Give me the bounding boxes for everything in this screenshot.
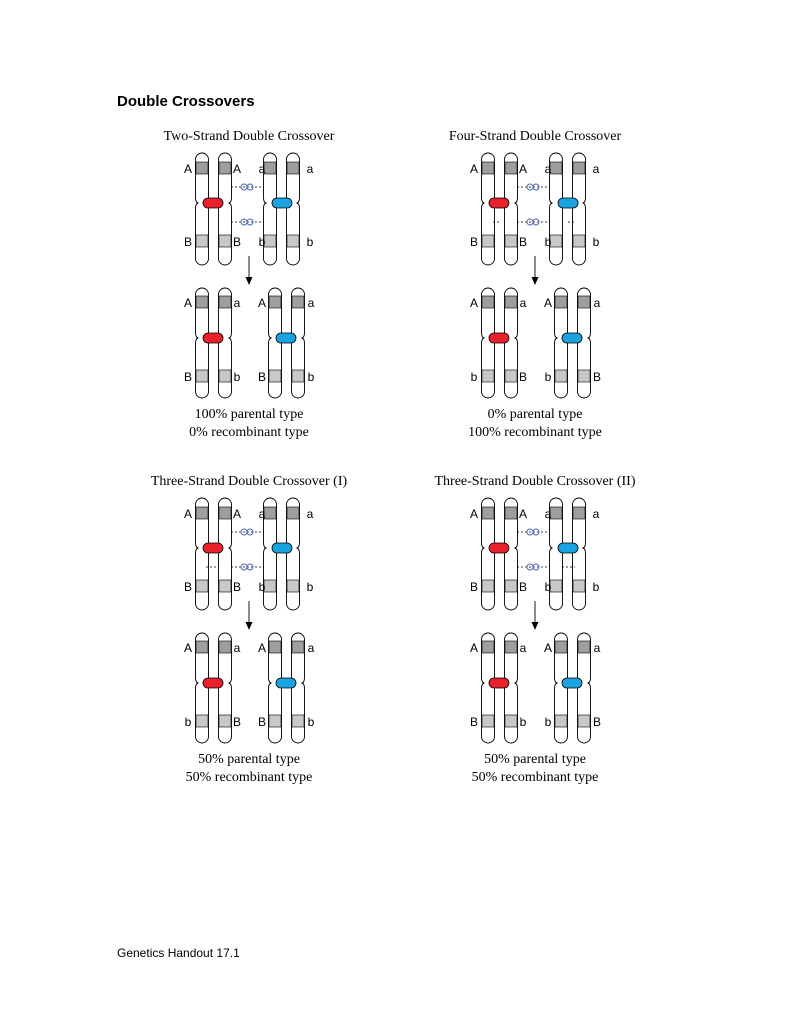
gene-band	[573, 580, 585, 592]
gene-band	[482, 296, 494, 308]
allele-label: B	[469, 580, 479, 594]
chiasma	[489, 678, 509, 688]
gene-band	[264, 162, 276, 174]
gene-band	[264, 507, 276, 519]
gene-band	[505, 507, 517, 519]
allele-label: B	[469, 235, 479, 249]
allele-label: a	[544, 507, 552, 521]
product-allele-label: a	[233, 296, 241, 310]
allele-label: A	[469, 162, 479, 176]
chiasma	[489, 543, 509, 553]
gene-band	[482, 715, 494, 727]
arrow-head	[246, 622, 253, 630]
allele-label: B	[183, 580, 193, 594]
gene-band	[573, 235, 585, 247]
allele-label: A	[469, 507, 479, 521]
gene-band	[269, 370, 281, 382]
allele-label: B	[232, 580, 242, 594]
chiasma	[558, 543, 578, 553]
gene-band	[219, 296, 231, 308]
arrow-head	[532, 277, 539, 285]
product-allele-label: b	[307, 715, 315, 729]
gene-band	[573, 162, 585, 174]
allele-label: A	[518, 507, 528, 521]
chiasma	[203, 543, 223, 553]
product-allele-label: b	[470, 370, 478, 384]
panel-3	[151, 474, 348, 785]
gene-band	[219, 715, 231, 727]
chiasma	[203, 678, 223, 688]
chiasma	[276, 333, 296, 343]
product-allele-label: b	[184, 715, 192, 729]
product-allele-label: b	[544, 370, 552, 384]
product-allele-label: b	[233, 370, 241, 384]
gene-band	[292, 715, 304, 727]
gene-band	[292, 641, 304, 653]
arrow-head	[532, 622, 539, 630]
product-allele-label: A	[469, 296, 479, 310]
caption-recombinant: 50% recombinant type	[471, 770, 599, 785]
gene-band	[196, 370, 208, 382]
gene-band	[505, 580, 517, 592]
gene-band	[573, 507, 585, 519]
panel-1	[164, 129, 335, 440]
chiasma	[203, 333, 223, 343]
gene-band	[264, 235, 276, 247]
gene-band	[269, 296, 281, 308]
product-allele-label: B	[592, 370, 602, 384]
allele-label: A	[518, 162, 528, 176]
product-allele-label: A	[257, 641, 267, 655]
gene-band	[292, 296, 304, 308]
gene-band	[287, 580, 299, 592]
allele-label: b	[592, 580, 600, 594]
gene-band	[269, 641, 281, 653]
gene-band	[287, 235, 299, 247]
gene-band	[196, 715, 208, 727]
gene-band	[505, 296, 517, 308]
allele-label: b	[544, 235, 552, 249]
allele-label: A	[183, 162, 193, 176]
product-allele-label: B	[257, 370, 267, 384]
product-allele-label: B	[257, 715, 267, 729]
gene-band	[578, 370, 590, 382]
product-allele-label: b	[307, 370, 315, 384]
arrow-head	[246, 277, 253, 285]
allele-label: b	[592, 235, 600, 249]
gene-band	[219, 641, 231, 653]
allele-label: a	[592, 507, 600, 521]
caption-parental: 0% parental type	[487, 407, 583, 422]
allele-label: b	[306, 580, 314, 594]
panel-2	[449, 129, 622, 440]
product-allele-label: B	[469, 715, 479, 729]
chiasma	[272, 543, 292, 553]
gene-band	[219, 235, 231, 247]
product-allele-label: b	[519, 715, 527, 729]
gene-band	[505, 370, 517, 382]
allele-label: b	[544, 580, 552, 594]
gene-band	[505, 641, 517, 653]
page-footer: Genetics Handout 17.1	[117, 946, 240, 960]
allele-label: a	[258, 162, 266, 176]
gene-band	[196, 296, 208, 308]
chiasma	[562, 678, 582, 688]
allele-label: a	[544, 162, 552, 176]
gene-band	[555, 715, 567, 727]
gene-band	[219, 370, 231, 382]
gene-band	[196, 641, 208, 653]
gene-band	[287, 162, 299, 174]
gene-band	[578, 641, 590, 653]
gene-band	[505, 715, 517, 727]
chiasma	[558, 198, 578, 208]
gene-band	[482, 641, 494, 653]
gene-band	[555, 641, 567, 653]
gene-band	[482, 162, 494, 174]
gene-band	[550, 235, 562, 247]
gene-band	[219, 580, 231, 592]
allele-label: b	[258, 235, 266, 249]
caption-recombinant: 50% recombinant type	[185, 770, 313, 785]
product-allele-label: a	[519, 296, 527, 310]
product-allele-label: a	[307, 641, 315, 655]
allele-label: a	[592, 162, 600, 176]
gene-band	[555, 370, 567, 382]
gene-band	[550, 580, 562, 592]
gene-band	[196, 507, 208, 519]
product-allele-label: a	[593, 641, 601, 655]
caption-recombinant: 100% recombinant type	[468, 425, 602, 440]
allele-label: a	[306, 162, 314, 176]
panel-title: Three-Strand Double Crossover (I)	[150, 474, 348, 489]
product-allele-label: b	[544, 715, 552, 729]
product-allele-label: A	[183, 296, 193, 310]
gene-band	[219, 162, 231, 174]
caption-recombinant: 0% recombinant type	[189, 425, 309, 440]
allele-label: A	[232, 162, 242, 176]
caption-parental: 50% parental type	[484, 752, 586, 767]
gene-band	[482, 370, 494, 382]
allele-label: B	[183, 235, 193, 249]
allele-label: A	[183, 507, 193, 521]
chiasma	[562, 333, 582, 343]
product-allele-label: A	[257, 296, 267, 310]
chiasma	[203, 198, 223, 208]
gene-band	[482, 580, 494, 592]
product-allele-label: B	[183, 370, 193, 384]
product-allele-label: A	[183, 641, 193, 655]
product-allele-label: A	[469, 641, 479, 655]
gene-band	[269, 715, 281, 727]
gene-band	[555, 296, 567, 308]
gene-band	[264, 580, 276, 592]
gene-band	[196, 580, 208, 592]
panel-title: Three-Strand Double Crossover (II)	[434, 474, 636, 489]
gene-band	[219, 507, 231, 519]
chiasma	[489, 333, 509, 343]
chiasma	[272, 198, 292, 208]
gene-band	[287, 507, 299, 519]
panel-title: Four-Strand Double Crossover	[448, 129, 622, 144]
product-allele-label: B	[232, 715, 242, 729]
product-allele-label: B	[592, 715, 602, 729]
page-heading: Double Crossovers	[117, 93, 255, 110]
gene-band	[550, 507, 562, 519]
gene-band	[292, 370, 304, 382]
gene-band	[505, 235, 517, 247]
product-allele-label: A	[543, 296, 553, 310]
gene-band	[482, 507, 494, 519]
gene-band	[196, 162, 208, 174]
allele-label: a	[306, 507, 314, 521]
panel-title: Two-Strand Double Crossover	[163, 129, 335, 144]
gene-band	[578, 715, 590, 727]
chiasma	[489, 198, 509, 208]
product-allele-label: B	[518, 370, 528, 384]
allele-label: a	[258, 507, 266, 521]
allele-label: A	[232, 507, 242, 521]
allele-label: B	[518, 235, 528, 249]
gene-band	[482, 235, 494, 247]
allele-label: b	[258, 580, 266, 594]
gene-band	[196, 235, 208, 247]
product-allele-label: A	[543, 641, 553, 655]
product-allele-label: a	[519, 641, 527, 655]
caption-parental: 50% parental type	[198, 752, 300, 767]
allele-label: B	[518, 580, 528, 594]
caption-parental: 100% parental type	[194, 407, 304, 422]
allele-label: b	[306, 235, 314, 249]
gene-band	[505, 162, 517, 174]
product-allele-label: a	[233, 641, 241, 655]
product-allele-label: a	[307, 296, 315, 310]
panel-4	[435, 474, 636, 785]
chiasma	[276, 678, 296, 688]
gene-band	[578, 296, 590, 308]
product-allele-label: a	[593, 296, 601, 310]
gene-band	[550, 162, 562, 174]
allele-label: B	[232, 235, 242, 249]
